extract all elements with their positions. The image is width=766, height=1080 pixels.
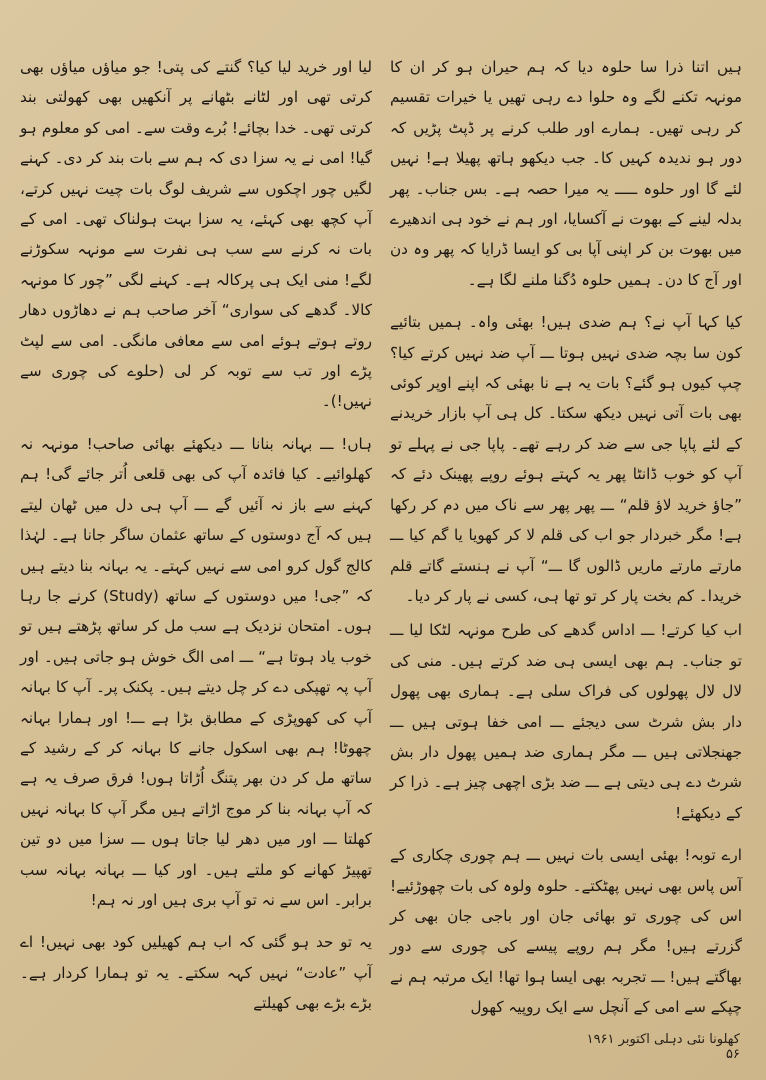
paragraph: ہاں! ـــ بہانہ بنانا ـــ دیکھئے بھائی صاحب! مونہہ نہ کھلوائیے۔ کیا فائدہ آپ کی بھی قلعی اُتر جائے گی! ہم کہنے سے باز نہ آئیں گے ـــ آپ ہی دل میں ٹھان لیتے ہیں کہ آج دوستوں کے ساتھ عثمان ساگر جانا ہے۔ لہٰذا کالج گول کرو امی سے نہیں کہتے۔ یہ بہانہ بنا دیتے ہیں کہ ”جی! میں دوستوں کے ساتھ (Study) کرنے جا رہا ہوں۔ امتحان نزدیک ہے سب مل کر ساتھ پڑھتے ہیں تو خوب یاد ہوتا ہے“ ـــ امی الگ خوش ہو جاتی ہیں۔ اور آپ پہ تھپکی دے کر چل دیتے ہیں۔ پکنک پر۔ آپ کا بہانہ آپ کی کھوپڑی کے مطابق بڑا ہے ـــ! اور ہمارا بہانہ چھوٹا! ہم بھی اسکول جانے کا بہانہ کر کے رشید کے ساتھ مل کر دن بھر پتنگ اُڑاتا ہوں! فرق صرف یہ ہے کہ آپ بہانہ بنا کر موج اڑاتے ہیں مگر آپ کا بہانہ نہیں کھلتا ـــ اور میں دھر لیا جاتا ہوں ـــ سزا میں دو تین تھپیڑ کھانے کو ملتے ہیں۔ اور کیا ـــ بہانہ بہانہ سب برابر۔ اس سے نہ تو آپ بری ہیں اور نہ ہم!: [20, 434, 372, 909]
paragraph: اب کیا کرتے! ـــ اداس گدھے کی طرح مونہہ لٹکا لیا ـــ تو جناب۔ ہم بھی ایسی ہی ضد کرتے ہیں۔ منی کی لال لال پھولوں کی فراک سلی ہے۔ ہماری بھی پھول دار بش شرٹ سی دیجئے ـــ امی خفا ہوتی ہیں ـــ جھنجلاتی ہیں ـــ مگر ہماری ضد ہمیں پھول دار بش شرٹ دے ہی دیتی ہے ـــ ضد بڑی اچھی چیز ہے۔ ذرا کر کے دیکھئے!: [390, 621, 742, 822]
paragraph: کیا کہا آپ نے؟ ہم ضدی ہیں! بھئی واہ۔ ہمیں بتائیے کون سا بچہ ضدی نہیں ہوتا ـــ آپ ضد نہیں کرتے کیا؟ چپ کیوں ہو گئے؟ بات یہ ہے نا بھئی کہ اپنے اوپر کوئی بھی بات آتی نہیں دیکھ سکتا۔ کل ہی آپ بازار خریدنے کے لئے پاپا جی سے ضد کر رہے تھے۔ پاپا جی نے پہلے تو آپ کو خوب ڈانٹا پھر یہ کہتے ہوئے روپے پھینک دئے کہ ”جاؤ خرید لاؤ قلم“ ـــ پھر پھر سے ناک میں دم کر رکھا ہے! مگر خبردار جو اب کی قلم لا کر کھویا یا گم کیا ـــ مارتے مارتے ماریں ڈالوں گا ـــ“ آپ نے ہنستے گاتے قلم خریدا۔ کم بخت پار کر تو تھا ہی، کسی نے پار کر دیا۔: [390, 313, 742, 605]
paragraph: یہ تو حد ہو گئی کہ اب ہم کھیلیں کود بھی نہیں! اے آپ ”عادت“ نہیں کہہ سکتے۔ یہ تو ہمارا کردار ہے۔ بڑے بڑے بھی کھیلتے: [20, 933, 372, 1013]
paragraph: ارے توبہ! بھئی ایسی بات نہیں ـــ ہم چوری چکاری کے آس پاس بھی نہیں پھٹکتے۔ حلوہ ولوہ کی بات چھوڑئیے! اس کی چوری تو بھائی جان اور باجی جان بھی کر گزرتے ہیں! مگر ہم روپے پیسے کی چوری سے دور بھاگتے ہیں! ـــ تجربہ بھی ایسا ہوا تھا! ایک مرتبہ ہم نے چپکے سے امی کے آنچل سے ایک روپیہ کھول: [390, 846, 742, 1017]
left-column: [20, 52, 372, 1023]
right-column: [390, 52, 742, 1027]
paragraph: لیا اور خرید لیا کیا؟ گنتے کی پتی! جو میاؤں میاؤں بھی کرتی تھی اور لٹانے بٹھانے پر آنکھیں بھی کھولتی بند کرتی تھی۔ خدا بچائے! بُرے وقت سے۔ امی کو معلوم ہو گیا! امی نے یہ سزا دی کہ ہم سے بات بند کر دی۔ کہنے لگیں چور اچکوں سے شریف لوگ بات چیت نہیں کرتے، آپ کچھ بھی کہئے، یہ سزا بہت ہولناک تھی۔ امی کے بات نہ کرنے سے سب ہی نفرت سے مونہہ سکوڑنے لگے! منی ایک ہی پرکالہ ہے۔ کہنے لگی ”چور کا مونہہ کالا۔ گدھے کی سواری“ آخر صاحب ہم نے دھاڑوں دھار روتے ہوتے ہوئے امی سے معافی مانگی۔ امی سے لپٹ پڑے اور تب سے توبہ کر لی (حلوے کی چوری سے نہیں!)۔: [20, 58, 372, 411]
paragraph: ہیں اتنا ذرا سا حلوہ دیا کہ ہم حیران ہو کر ان کا مونہہ تکنے لگے وہ حلوا دے رہی تھیں یا خیرات تقسیم کر رہی تھیں۔ ہمارے اور طلب کرنے پر ڈپٹ پڑیں کہ دور ہو ندیدہ کہیں کا۔ جب دیکھو ہاتھ پھیلا ہے! نہیں لئے گا اور حلوہ ـــــ یہ میرا حصہ ہے۔ بس جناب۔ پھر بدلہ لینے کے بھوت نے آکسایا، اور ہم نے خود ہی اندھیرے میں بھوت بن کر اپنی آپا بی کو ایسا ڈرایا کہ پھر وہ دن اور آج کا دن۔ ہمیں حلوہ دُگنا ملنے لگا ہے۔: [390, 58, 742, 289]
page-folio: کھلونا نئی دہلی اکتوبر ۱۹۶۱ ۵۶: [586, 1032, 740, 1062]
